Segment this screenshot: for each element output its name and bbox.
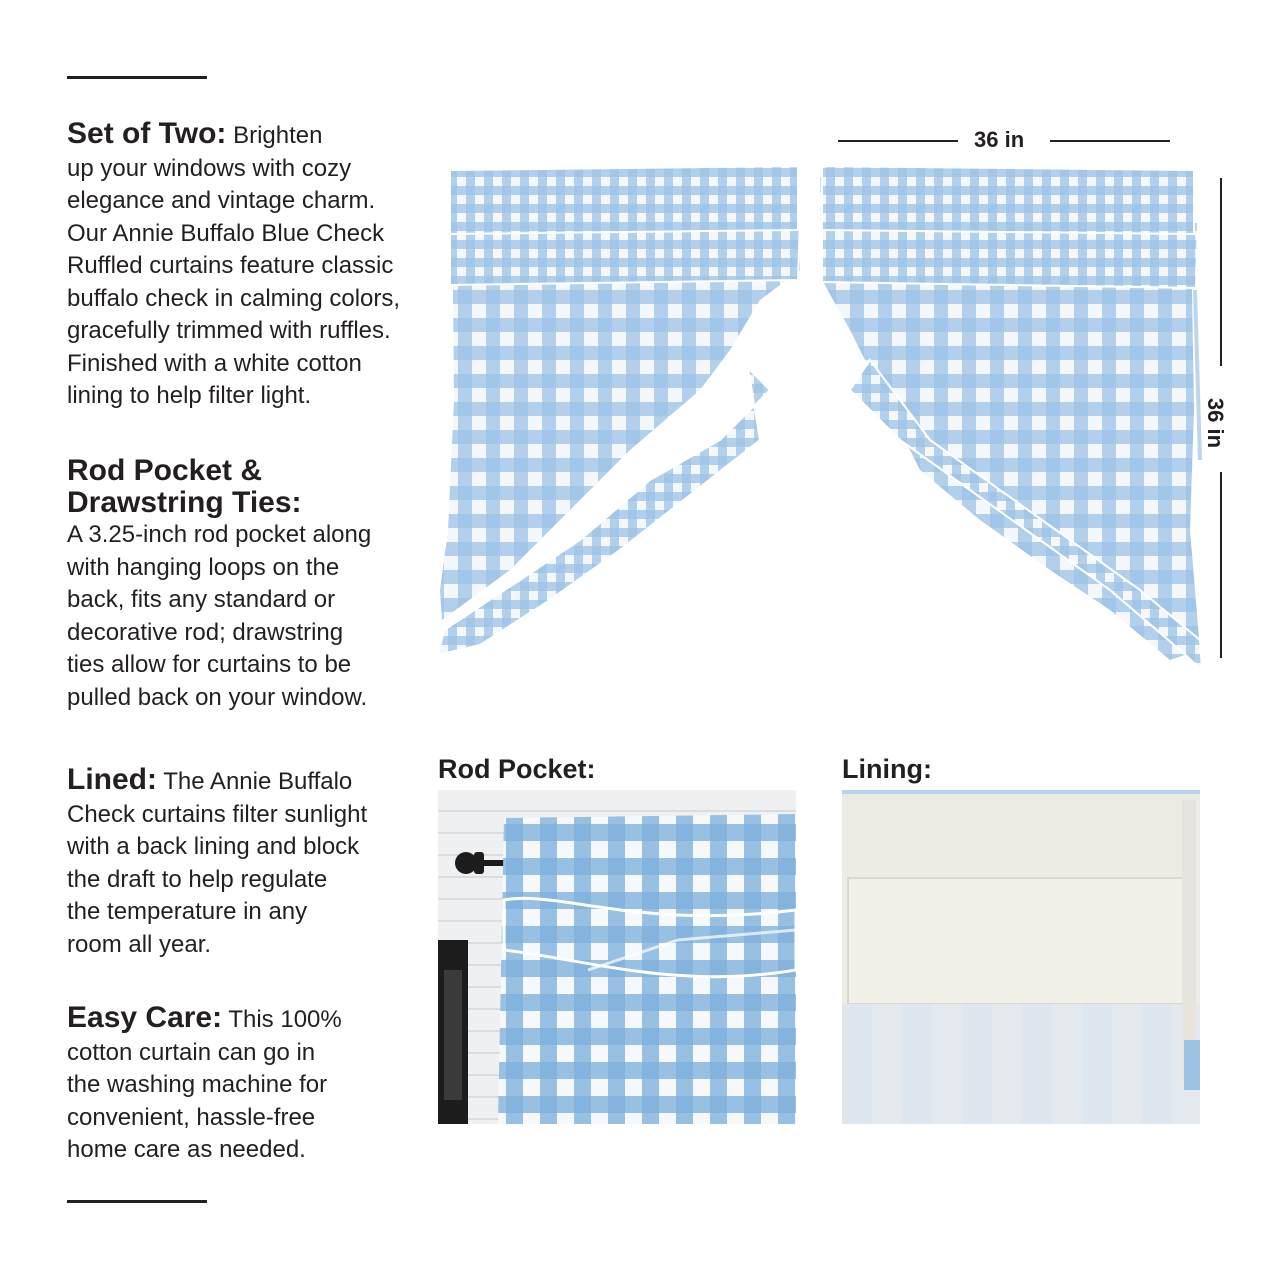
set-of-two-line: Brighten (233, 122, 323, 149)
set-of-two-line: Our Annie Buffalo Blue Check (67, 219, 385, 247)
easy-care-line: This 100% (228, 1006, 342, 1033)
set-of-two-first-line (67, 118, 400, 153)
height-dimension-label: 36 in (1203, 397, 1229, 449)
set-of-two-line: up your windows with cozy (67, 154, 352, 182)
easy-care-section (67, 1002, 342, 1167)
rod-finial (455, 852, 477, 874)
rod-pocket-line: ties allow for curtains to be (67, 651, 352, 678)
lined-heading: Lined: (67, 763, 157, 796)
lined-line: the draft to help regulate (67, 865, 328, 893)
height-dimension-line-top (1220, 178, 1222, 366)
set-of-two-line: elegance and vintage charm. (67, 187, 376, 214)
set-of-two-heading: Set of Two: (67, 117, 227, 150)
bottom-rule (67, 1200, 207, 1203)
rod-pocket-line: decorative rod; drawstring (67, 618, 344, 646)
width-dimension-line-left (838, 140, 958, 142)
easy-care-line: home care as needed. (67, 1136, 306, 1163)
set-of-two-line: buffalo check in calming colors, (67, 284, 401, 312)
rod-pocket-seam (848, 878, 1188, 1004)
easy-care-line: cotton curtain can go in (67, 1038, 316, 1066)
rod-pocket-detail-image (438, 790, 796, 1124)
rod-pocket-caption: Rod Pocket: (438, 754, 596, 784)
rod-pocket-line: pulled back on your window. (67, 683, 368, 711)
set-of-two-line: lining to help filter light. (67, 382, 312, 409)
lined-first-line (67, 764, 367, 799)
set-of-two-section (67, 118, 400, 413)
rod-pocket-section (67, 455, 371, 714)
rod-pocket-heading-line-1: Rod Pocket & (67, 454, 263, 487)
curtain-pair-image (430, 150, 1220, 710)
easy-care-first-line (67, 1002, 342, 1037)
top-rule (67, 76, 207, 79)
lining-detail-image (842, 790, 1200, 1124)
set-of-two-line: Ruffled curtains feature classic (67, 252, 394, 279)
rod-pocket-line: A 3.25-inch rod pocket along (67, 521, 372, 548)
lined-line: Check curtains filter sunlight (67, 800, 368, 828)
width-dimension-label: 36 in (974, 127, 1025, 152)
right-curtain-panel (820, 166, 1202, 670)
easy-care-line: the washing machine for (67, 1071, 328, 1098)
lined-line: the temperature in any (67, 898, 308, 925)
rod-pocket-line: back, fits any standard or (67, 586, 336, 613)
lined-line: The Annie Buffalo (163, 768, 353, 795)
set-of-two-line: Finished with a white cotton (67, 349, 362, 377)
rod-pocket-heading-line-2: Drawstring Ties: (67, 486, 302, 519)
left-curtain-panel (438, 166, 800, 655)
easy-care-heading: Easy Care: (67, 1001, 223, 1034)
set-of-two-line: gracefully trimmed with ruffles. (67, 317, 391, 344)
drawstring-tie (1195, 290, 1200, 460)
height-dimension-line-bottom (1220, 472, 1222, 658)
easy-care-line: convenient, hassle-free (67, 1103, 316, 1131)
width-dimension-line-right (1050, 140, 1170, 142)
rod-pocket-line: with hanging loops on the (67, 553, 340, 581)
lined-section (67, 764, 367, 961)
lined-line: room all year. (67, 930, 212, 958)
lined-line: with a back lining and block (67, 833, 360, 860)
lining-caption: Lining: (842, 754, 932, 784)
